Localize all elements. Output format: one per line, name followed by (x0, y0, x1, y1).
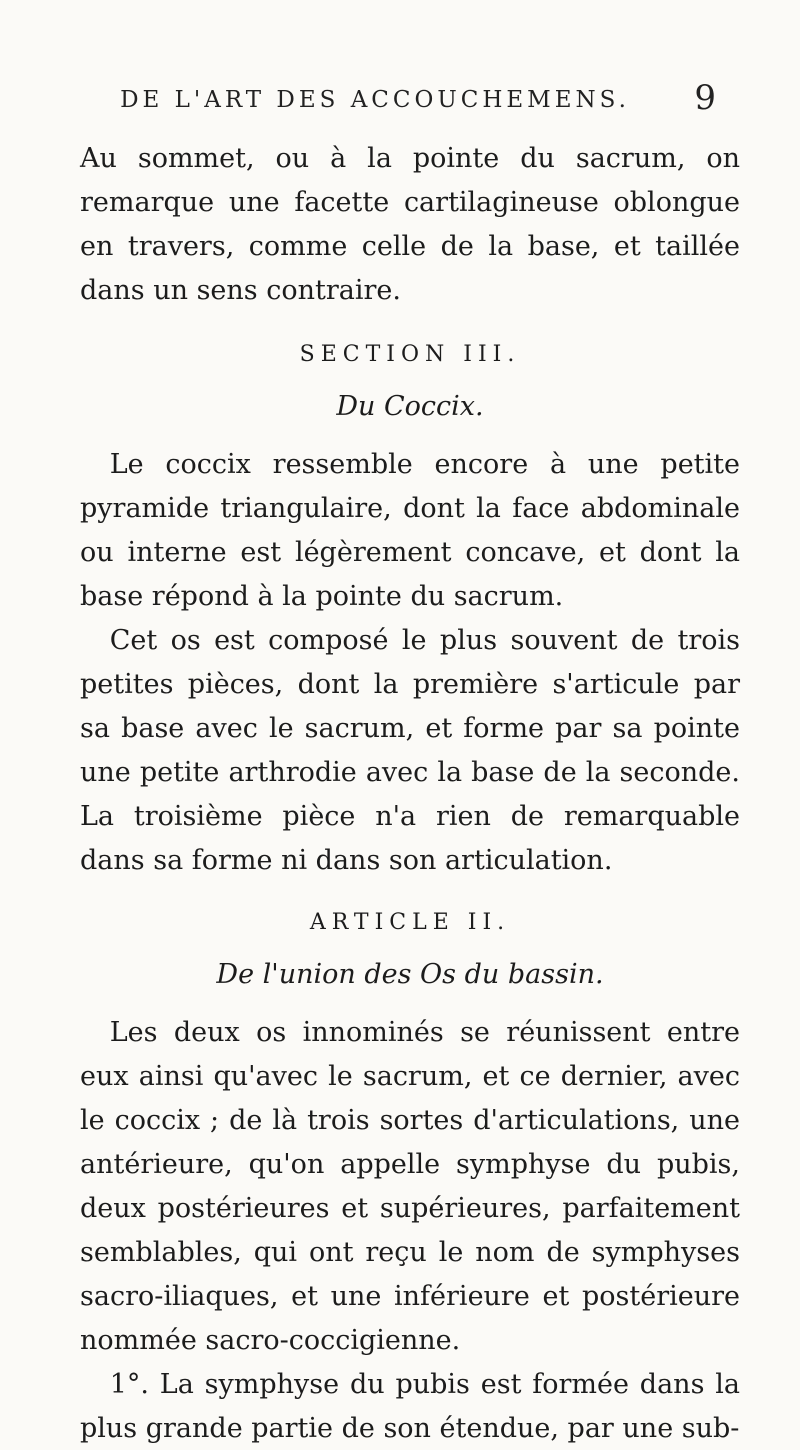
page-number: 9 (694, 78, 716, 118)
paragraph: Cet os est composé le plus souvent de trois petites pièces, dont la première s'articule par sa base avec le sacrum, et forme par sa pointe une petite arthrodie avec la base de la seconde. La troisième pièce n'a rien de remarquable dans sa forme ni dans son articulation. (80, 625, 740, 876)
paragraph: Le coccix ressemble encore à une petite pyramide triangulaire, dont la face abdominale ou interne est légèrement concave, et dont la base répond à la pointe du sacrum. (80, 449, 740, 612)
article-title: De l'union des Os du bassin. (216, 959, 604, 990)
paragraph: Les deux os innominés se réunissent entre eux ainsi qu'avec le sacrum, et ce dernier, avec le coccix ; de là trois sortes d'articulations, une antérieure, qu'on appelle symphyse du pubis, deux postérieures et supérieures, parfaitement semblables, qui ont reçu le nom de symphyses sacro-iliaques, et une inférieure et postérieure nommée sacro-coccigienne. (80, 1017, 740, 1356)
page-body (80, 137, 740, 1451)
paragraph: Au sommet, ou à la pointe du sacrum, on remarque une facette cartilagineuse oblongue en travers, comme celle de la base, et taillée dans un sens contraire. (80, 143, 740, 306)
section-title: Du Coccix. (336, 391, 484, 422)
running-head: DE L'ART DES ACCOUCHEMENS. (120, 87, 630, 113)
section-heading: SECTION III. (299, 342, 521, 367)
article-heading: ARTICLE II. (309, 910, 511, 935)
paragraph: 1°. La symphyse du pubis est formée dans la plus grande partie de son étendue, par une sub- (80, 1369, 740, 1444)
